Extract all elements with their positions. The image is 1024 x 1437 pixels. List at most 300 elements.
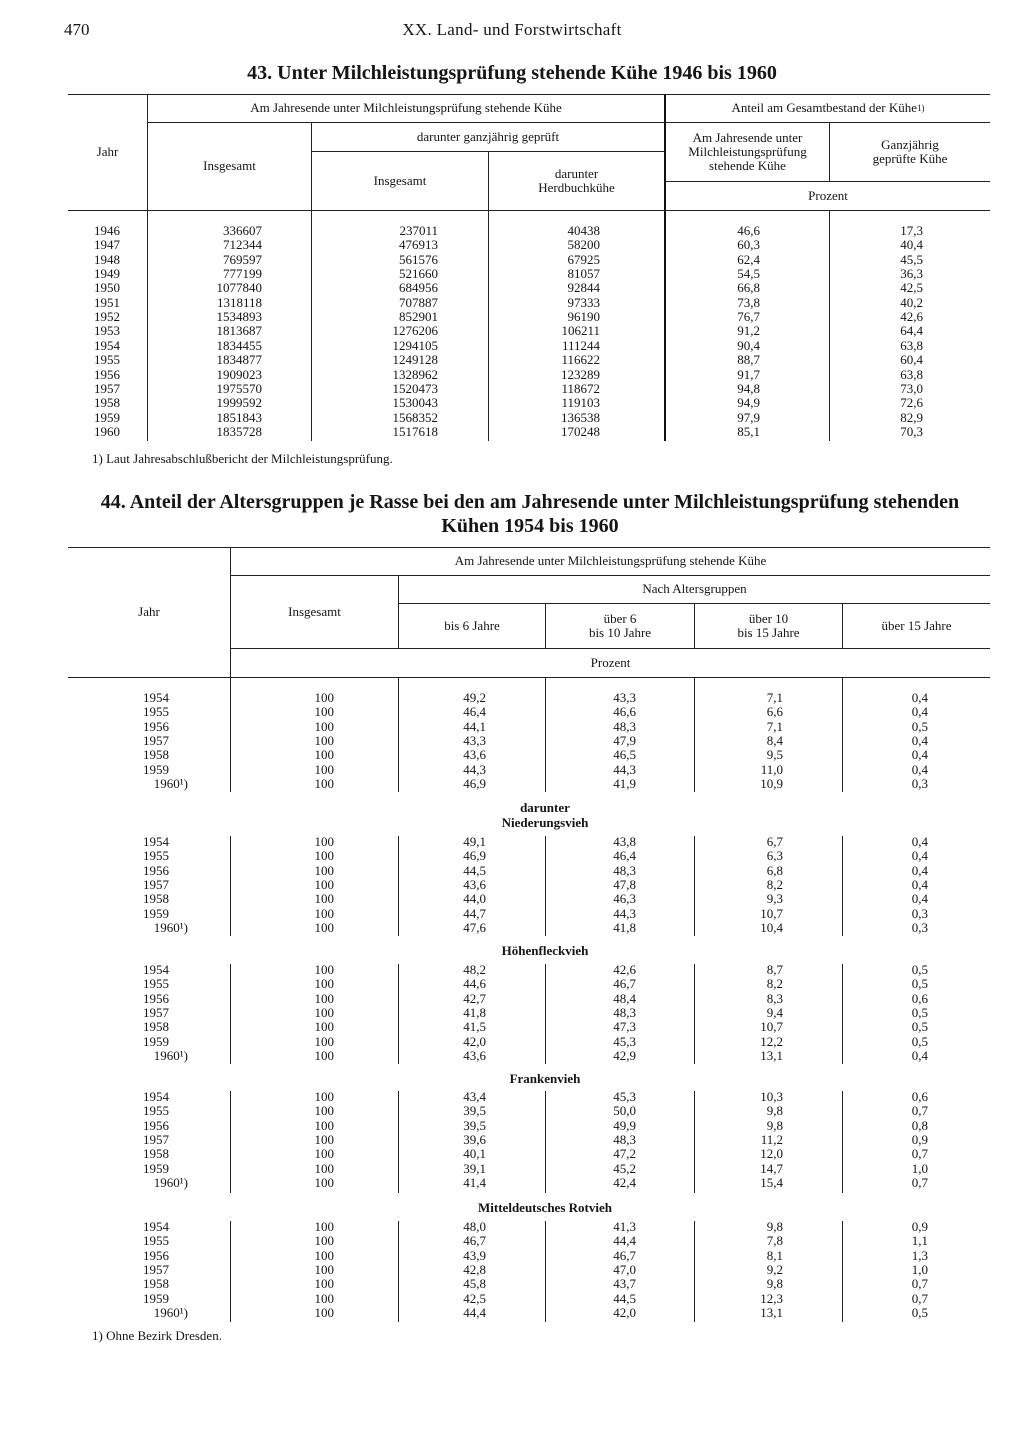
table-cell: 60,4 — [900, 352, 923, 368]
table-row — [0, 1277, 1024, 1291]
t43-head-group-right-text: Anteil am Gesamtbestand der Kühe — [731, 100, 918, 115]
table-cell: 0,5 — [911, 1005, 928, 1021]
table-row — [0, 368, 1024, 382]
table-row — [0, 1263, 1024, 1277]
table-cell: 476913 — [399, 237, 438, 253]
table-cell: 6,7 — [766, 834, 783, 849]
table-cell: 9,8 — [766, 1103, 783, 1119]
table-cell: 0,4 — [911, 891, 928, 907]
row-year: 1959 — [143, 905, 169, 921]
table-cell: 100 — [314, 877, 334, 893]
table-cell: 100 — [314, 704, 334, 720]
table-cell: 82,9 — [900, 409, 923, 425]
table-row — [0, 1049, 1024, 1063]
table-row — [0, 1133, 1024, 1147]
table-cell: 0,4 — [911, 747, 928, 763]
table-cell: 46,3 — [613, 891, 636, 907]
table-cell: 100 — [314, 1117, 334, 1133]
t43-head-insgesamt2: Insgesamt — [373, 172, 427, 188]
table-cell: 100 — [314, 1048, 334, 1064]
table-cell: 123289 — [561, 366, 600, 382]
table-row — [0, 267, 1024, 281]
table-cell: 10,7 — [760, 905, 783, 921]
table-cell: 8,2 — [766, 976, 783, 992]
table-cell: 111244 — [561, 337, 600, 353]
table-cell: 94,9 — [737, 395, 760, 411]
table-cell: 100 — [314, 1146, 334, 1162]
table-cell: 0,9 — [911, 1132, 928, 1148]
table-cell: 40,4 — [900, 237, 923, 253]
table-cell: 9,3 — [766, 891, 783, 907]
table-cell: 100 — [314, 920, 334, 936]
table-cell: 47,6 — [463, 920, 486, 936]
table-row — [0, 1020, 1024, 1034]
row-year: 1946 — [94, 223, 120, 238]
t43-head-ganzjaehrig: Ganzjährig geprüfte Kühe — [872, 136, 948, 166]
row-year: 1957 — [143, 733, 169, 749]
group-label: Niederungsvieh — [501, 815, 589, 830]
row-year: 1956 — [143, 718, 169, 734]
table-cell: 48,2 — [463, 962, 486, 977]
table-cell: 0,4 — [911, 690, 928, 705]
table-cell: 100 — [314, 1219, 334, 1234]
table-cell: 85,1 — [737, 423, 760, 439]
t44-head-insgesamt: Insgesamt — [288, 603, 341, 619]
table-cell: 769597 — [223, 251, 262, 267]
row-year: 1959 — [94, 409, 120, 425]
table-row — [0, 763, 1024, 777]
table-cell: 39,6 — [463, 1132, 486, 1148]
table-row — [0, 396, 1024, 410]
row-year: 1958 — [94, 395, 120, 411]
row-year: 1955 — [143, 848, 169, 864]
table-row — [0, 324, 1024, 338]
table-row — [0, 1090, 1024, 1104]
table-row — [0, 339, 1024, 353]
table-row — [0, 992, 1024, 1006]
table-cell: 777199 — [223, 266, 262, 282]
row-year: 1949 — [94, 266, 120, 282]
row-year: 1948 — [94, 251, 120, 267]
row-year: 1959 — [143, 761, 169, 777]
table-cell: 0,4 — [911, 704, 928, 720]
table-cell: 50,0 — [613, 1103, 636, 1119]
table-cell: 48,3 — [613, 862, 636, 878]
table-cell: 119103 — [561, 395, 600, 411]
table-cell: 63,8 — [900, 366, 923, 382]
table-cell: 684956 — [399, 280, 438, 296]
table-row — [0, 1220, 1024, 1234]
row-year: 1958 — [143, 747, 169, 763]
table-cell: 42,7 — [463, 990, 486, 1006]
table-cell: 48,4 — [613, 990, 636, 1006]
t43-head-jahr: Jahr — [96, 144, 119, 159]
table-cell: 170248 — [561, 423, 600, 439]
row-year: 1954 — [143, 834, 169, 849]
table-cell: 43,3 — [463, 733, 486, 749]
table-cell: 9,2 — [766, 1262, 783, 1278]
table-cell: 41,5 — [463, 1019, 486, 1035]
t44-head-nach-alter: Nach Altersgruppen — [642, 581, 747, 596]
table-cell: 100 — [314, 976, 334, 992]
table-cell: 14,7 — [760, 1160, 783, 1176]
table-cell: 106211 — [561, 323, 600, 339]
table-cell: 561576 — [399, 251, 438, 267]
table-cell: 13,1 — [760, 1048, 783, 1064]
table-cell: 1851843 — [216, 409, 262, 425]
running-head: XX. Land- und Forstwirtschaft — [402, 20, 622, 39]
table-row — [0, 849, 1024, 863]
table-cell: 100 — [314, 1247, 334, 1263]
row-year: 1955 — [143, 976, 169, 992]
row-year: 1956 — [94, 366, 120, 382]
table-cell: 100 — [314, 690, 334, 705]
table-cell: 40,1 — [463, 1146, 486, 1162]
table-cell: 136538 — [561, 409, 600, 425]
table-row — [0, 1147, 1024, 1161]
table-row — [0, 1176, 1024, 1190]
table-row — [0, 411, 1024, 425]
table-row — [0, 835, 1024, 849]
table-cell: 45,5 — [900, 251, 923, 267]
t44-head-ueber10 — [695, 603, 842, 648]
table-row — [0, 296, 1024, 310]
table-cell: 44,4 — [463, 1305, 486, 1321]
table-cell: 43,3 — [613, 690, 636, 705]
table-row — [0, 1006, 1024, 1020]
table-cell: 46,9 — [463, 848, 486, 864]
table-cell: 100 — [314, 1132, 334, 1148]
table-cell: 42,5 — [463, 1290, 486, 1306]
table-cell: 1975570 — [216, 380, 262, 396]
table-cell: 1530043 — [392, 395, 438, 411]
table-cell: 852901 — [399, 309, 438, 325]
table-cell: 73,0 — [900, 380, 923, 396]
table-cell: 1294105 — [392, 337, 438, 353]
row-year: 1960¹) — [153, 920, 188, 936]
table-cell: 100 — [314, 1089, 334, 1104]
table-row — [0, 425, 1024, 439]
table-cell: 100 — [314, 1175, 334, 1191]
row-year: 1960 — [94, 423, 120, 439]
table-row — [0, 382, 1024, 396]
table-cell: 100 — [314, 848, 334, 864]
table-cell: 0,5 — [911, 1033, 928, 1049]
t44-head-ueber10-line1: über 10 — [748, 610, 789, 626]
t43-head-prozent: Prozent — [808, 187, 848, 203]
table-cell: 94,8 — [737, 380, 760, 396]
table-cell: 44,3 — [613, 761, 636, 777]
table-cell: 46,7 — [463, 1233, 486, 1249]
table-cell: 0,3 — [911, 905, 928, 921]
table-cell: 0,4 — [911, 848, 928, 864]
table-row — [0, 977, 1024, 991]
table-cell: 12,3 — [760, 1290, 783, 1306]
row-year: 1956 — [143, 862, 169, 878]
table-row — [0, 963, 1024, 977]
row-year: 1958 — [143, 1019, 169, 1035]
table43-title: 43. Unter Milchleistungsprüfung stehende Kühe 1946 bis 1960 — [247, 62, 777, 84]
table-cell: 42,4 — [613, 1175, 636, 1191]
table-cell: 1568352 — [392, 409, 438, 425]
table-cell: 0,4 — [911, 1048, 928, 1064]
table-cell: 42,6 — [900, 309, 923, 325]
table-row — [0, 748, 1024, 762]
table-cell: 42,9 — [613, 1048, 636, 1064]
table-cell: 88,7 — [737, 352, 760, 368]
row-year: 1955 — [143, 1103, 169, 1119]
table-cell: 54,5 — [737, 266, 760, 282]
table-cell: 46,7 — [613, 976, 636, 992]
table-cell: 76,7 — [737, 309, 760, 325]
t44-head-jahr: Jahr — [138, 604, 160, 619]
table-row — [0, 907, 1024, 921]
row-year: 1959 — [143, 1033, 169, 1049]
table-cell: 46,4 — [463, 704, 486, 720]
table-cell: 8,3 — [766, 990, 783, 1006]
t43-head-insgesamt: Insgesamt — [203, 158, 256, 173]
row-year: 1958 — [143, 1276, 169, 1292]
table-cell: 96190 — [567, 309, 600, 325]
table-cell: 1999592 — [216, 395, 262, 411]
table-cell: 1328962 — [392, 366, 438, 382]
table-cell: 100 — [314, 1005, 334, 1021]
t43-head-group-right: Anteil am Gesamtbestand der Kühe 1) — [731, 100, 925, 115]
table-cell: 0,3 — [911, 776, 928, 792]
table-cell: 42,0 — [463, 1033, 486, 1049]
table-cell: 100 — [314, 862, 334, 878]
table-cell: 44,0 — [463, 891, 486, 907]
table-cell: 0,7 — [911, 1175, 928, 1191]
table-row — [0, 253, 1024, 267]
table-cell: 0,5 — [911, 962, 928, 977]
table-row — [0, 921, 1024, 935]
t44-head-bis6: bis 6 Jahre — [444, 617, 500, 633]
table-cell: 0,5 — [911, 718, 928, 734]
row-year: 1959 — [143, 1160, 169, 1176]
table-cell: 8,1 — [766, 1247, 783, 1263]
table-row — [0, 1306, 1024, 1320]
t44-head-ueber6 — [546, 603, 694, 648]
table43-footnote: 1) Laut Jahresabschlußbericht der Milchleistungsprüfung. — [92, 451, 393, 466]
table-cell: 46,6 — [613, 704, 636, 720]
table-cell: 91,7 — [737, 366, 760, 382]
table-cell: 58200 — [567, 237, 600, 253]
table44-title-line1: 44. Anteil der Altersgruppen je Rasse bei den am Jahresende unter Milchleistungsprüfung stehenden — [100, 491, 960, 513]
row-year: 1957 — [143, 1262, 169, 1278]
table-cell: 48,3 — [613, 718, 636, 734]
table-cell: 9,5 — [766, 747, 783, 763]
group-label: Frankenvieh — [509, 1071, 581, 1086]
table-cell: 0,7 — [911, 1103, 928, 1119]
table-cell: 36,3 — [900, 266, 923, 282]
table-row — [0, 353, 1024, 367]
table-cell: 42,6 — [613, 962, 636, 977]
table-row — [0, 281, 1024, 295]
table-cell: 49,1 — [463, 834, 486, 849]
table-cell: 46,9 — [463, 776, 486, 792]
table-cell: 0,7 — [911, 1290, 928, 1306]
table-cell: 0,9 — [911, 1219, 928, 1234]
table-cell: 47,9 — [613, 733, 636, 749]
page-number: 470 — [64, 20, 90, 39]
table-cell: 46,7 — [613, 1247, 636, 1263]
table-cell: 9,4 — [766, 1005, 783, 1021]
table-cell: 100 — [314, 1019, 334, 1035]
row-year: 1954 — [143, 1089, 169, 1104]
table-cell: 41,9 — [613, 776, 636, 792]
table-cell: 100 — [314, 1033, 334, 1049]
table-cell: 43,9 — [463, 1247, 486, 1263]
table-cell: 67925 — [567, 251, 600, 267]
table-cell: 0,4 — [911, 877, 928, 893]
table-cell: 44,5 — [463, 862, 486, 878]
table-cell: 15,4 — [760, 1175, 783, 1191]
table-cell: 100 — [314, 962, 334, 977]
table-cell: 521660 — [399, 266, 438, 282]
t43-head-darunter-ganz: darunter ganzjährig geprüft — [416, 128, 560, 144]
table-cell: 10,3 — [760, 1089, 783, 1104]
row-year: 1959 — [143, 1290, 169, 1306]
table-row — [0, 1035, 1024, 1049]
table-row — [0, 1234, 1024, 1248]
table-cell: 64,4 — [900, 323, 923, 339]
table-cell: 70,3 — [900, 423, 923, 439]
table44-footnote: 1) Ohne Bezirk Dresden. — [92, 1328, 222, 1343]
table-cell: 41,8 — [463, 1005, 486, 1021]
table-cell: 92844 — [567, 280, 600, 296]
table-cell: 10,4 — [760, 920, 783, 936]
table-cell: 1276206 — [392, 323, 438, 339]
table-cell: 45,3 — [613, 1089, 636, 1104]
table-cell: 0,4 — [911, 834, 928, 849]
table-cell: 81057 — [567, 266, 600, 282]
table-cell: 45,2 — [613, 1160, 636, 1176]
table-cell: 62,4 — [737, 251, 760, 267]
table-row — [0, 1249, 1024, 1263]
table-cell: 49,2 — [463, 690, 486, 705]
table-cell: 100 — [314, 1276, 334, 1292]
t43-head-herdbuch: darunter Herdbuchkühe — [538, 165, 615, 195]
row-year: 1956 — [143, 990, 169, 1006]
row-year: 1957 — [143, 1005, 169, 1021]
table-cell: 712344 — [223, 237, 262, 253]
table-cell: 9,8 — [766, 1219, 783, 1234]
table-row — [0, 238, 1024, 252]
table-cell: 48,3 — [613, 1132, 636, 1148]
row-year: 1953 — [94, 323, 120, 339]
table-cell: 43,6 — [463, 877, 486, 893]
table-cell: 90,4 — [737, 337, 760, 353]
table-cell: 0,7 — [911, 1146, 928, 1162]
table-cell: 47,2 — [613, 1146, 636, 1162]
table-cell: 100 — [314, 834, 334, 849]
table-cell: 0,5 — [911, 976, 928, 992]
table44-title — [70, 490, 990, 538]
table-cell: 100 — [314, 1103, 334, 1119]
row-year: 1954 — [143, 1219, 169, 1234]
row-year: 1947 — [94, 237, 120, 253]
table-cell: 100 — [314, 718, 334, 734]
t44-head-ueber6-line2: bis 10 Jahre — [588, 624, 652, 640]
t44-head-group: Am Jahresende unter Milchleistungsprüfung stehende Kühe — [454, 553, 767, 568]
row-year: 1952 — [94, 309, 120, 325]
row-year: 1950 — [94, 280, 120, 296]
table-cell: 97333 — [567, 294, 600, 310]
table-cell: 100 — [314, 761, 334, 777]
row-year: 1956 — [143, 1117, 169, 1133]
table-cell: 8,7 — [766, 962, 783, 977]
table-cell: 44,1 — [463, 718, 486, 734]
table-cell: 1835728 — [216, 423, 262, 439]
table-cell: 43,7 — [613, 1276, 636, 1292]
table-cell: 47,8 — [613, 877, 636, 893]
table-cell: 13,1 — [760, 1305, 783, 1321]
table-cell: 100 — [314, 990, 334, 1006]
table-cell: 41,4 — [463, 1175, 486, 1191]
table-cell: 8,2 — [766, 877, 783, 893]
table-cell: 100 — [314, 776, 334, 792]
table-cell: 0,5 — [911, 1305, 928, 1321]
table-cell: 336607 — [223, 223, 262, 238]
table-cell: 7,8 — [766, 1233, 783, 1249]
table44-title-line2: Kühen 1954 bis 1960 — [441, 515, 619, 537]
row-year: 1954 — [94, 337, 120, 353]
table-row — [0, 1292, 1024, 1306]
table-cell: 1249128 — [392, 352, 438, 368]
table-cell: 100 — [314, 1290, 334, 1306]
table-cell: 49,9 — [613, 1117, 636, 1133]
table-row — [0, 1162, 1024, 1176]
table-cell: 1,0 — [911, 1160, 928, 1176]
table-cell: 39,1 — [463, 1160, 486, 1176]
table-cell: 116622 — [561, 352, 600, 368]
table-cell: 6,3 — [766, 848, 783, 864]
table-cell: 100 — [314, 905, 334, 921]
table-cell: 39,5 — [463, 1103, 486, 1119]
table-cell: 47,3 — [613, 1019, 636, 1035]
table-cell: 42,0 — [613, 1305, 636, 1321]
table-cell: 10,9 — [760, 776, 783, 792]
table-cell: 0,4 — [911, 761, 928, 777]
row-year: 1957 — [143, 877, 169, 893]
table-cell: 100 — [314, 1305, 334, 1321]
table-cell: 0,3 — [911, 920, 928, 936]
table-cell: 1909023 — [216, 366, 262, 382]
table-cell: 1318118 — [216, 294, 262, 310]
table-cell: 44,6 — [463, 976, 486, 992]
table-cell: 9,8 — [766, 1117, 783, 1133]
table-cell: 1,3 — [911, 1247, 928, 1263]
table-cell: 1834877 — [216, 352, 262, 368]
table-cell: 66,8 — [737, 280, 760, 296]
table-cell: 1534893 — [216, 309, 262, 325]
row-year: 1956 — [143, 1247, 169, 1263]
table-cell: 40438 — [567, 223, 600, 238]
table-cell: 1077840 — [216, 280, 262, 296]
table-cell: 100 — [314, 1160, 334, 1176]
row-year: 1958 — [143, 891, 169, 907]
table-row — [0, 705, 1024, 719]
table-cell: 43,6 — [463, 747, 486, 763]
table-row — [0, 734, 1024, 748]
table-cell: 237011 — [399, 223, 438, 238]
table-cell: 1,1 — [911, 1233, 928, 1249]
table-cell: 12,2 — [760, 1033, 783, 1049]
table-row — [0, 892, 1024, 906]
table-cell: 7,1 — [766, 690, 783, 705]
table-cell: 60,3 — [737, 237, 760, 253]
